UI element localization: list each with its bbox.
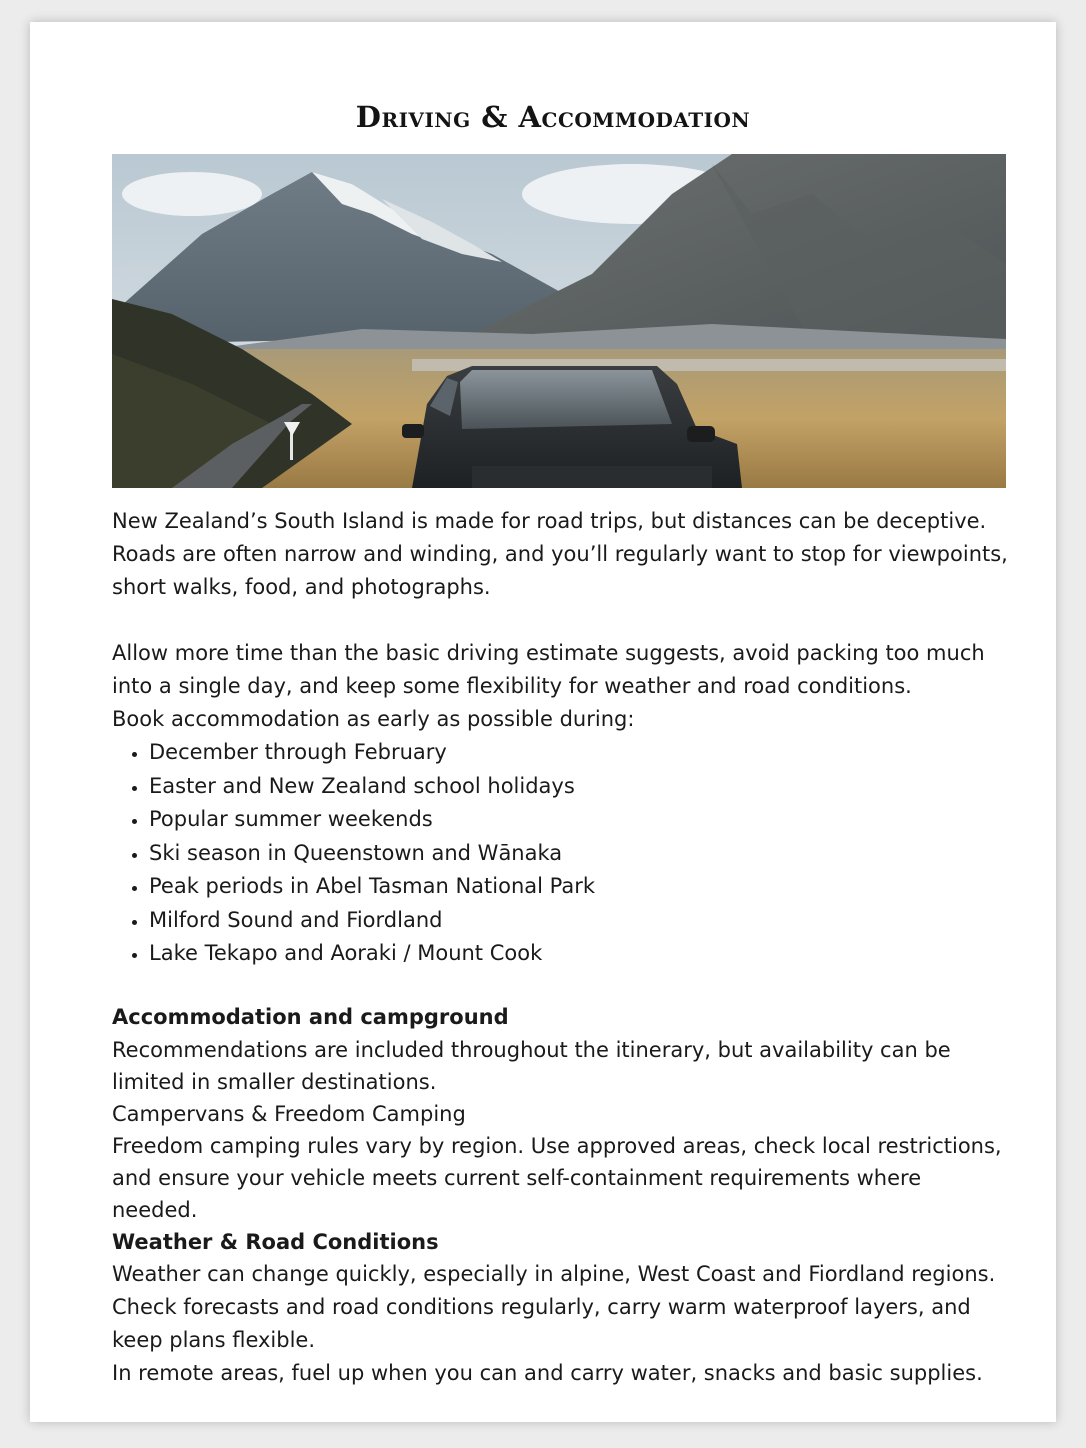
- list-item: • Milford Sound and Fiordland: [149, 904, 1012, 938]
- remote-areas-text: In remote areas, fuel up when you can and carry water, snacks and basic supplies.: [112, 1360, 983, 1385]
- list-item: • Peak periods in Abel Tasman National Park: [149, 870, 1012, 904]
- article-body: [112, 505, 1012, 1390]
- page-title: Driving & Accommodation: [355, 100, 751, 134]
- weather-heading: Weather & Road Conditions: [112, 1229, 439, 1254]
- campervans-heading: Campervans & Freedom Camping: [112, 1101, 466, 1126]
- accommodation-text: Recommendations are included throughout the itinerary, but availability can be limited in smaller destinations.: [112, 1037, 951, 1094]
- list-item: • Popular summer weekends: [149, 803, 1012, 837]
- booking-periods-list: [112, 736, 1012, 971]
- list-item: • Ski season in Queenstown and Wānaka: [149, 837, 1012, 871]
- planning-paragraph: Allow more time than the basic driving estimate suggests, avoid packing too much into a single day, and keep some flexibility for weather and road conditions.: [112, 641, 985, 698]
- accommodation-heading: Accommodation and campground: [112, 1004, 509, 1029]
- booking-lead: Book accommodation as early as possible during:: [112, 707, 635, 731]
- hero-photo: [112, 154, 1006, 488]
- campervans-text: Freedom camping rules vary by region. Use approved areas, check local restrictions, and ensure your vehicle meets current self-containment requirements where needed.: [112, 1133, 1002, 1222]
- weather-text: Weather can change quickly, especially in alpine, West Coast and Fiordland regions. Check forecasts and road conditions regularly, carry warm waterproof layers, and keep plans flexible.: [112, 1261, 996, 1352]
- list-item: • Lake Tekapo and Aoraki / Mount Cook: [149, 937, 1012, 971]
- intro-paragraph: New Zealand’s South Island is made for road trips, but distances can be deceptive. Roads are often narrow and winding, and you’ll regularly want to stop for viewpoints, short walks, food, and photographs.: [112, 509, 1008, 599]
- list-item: • Easter and New Zealand school holidays: [149, 770, 1012, 804]
- document-page: [30, 22, 1056, 1422]
- list-item: • December through February: [149, 736, 1012, 770]
